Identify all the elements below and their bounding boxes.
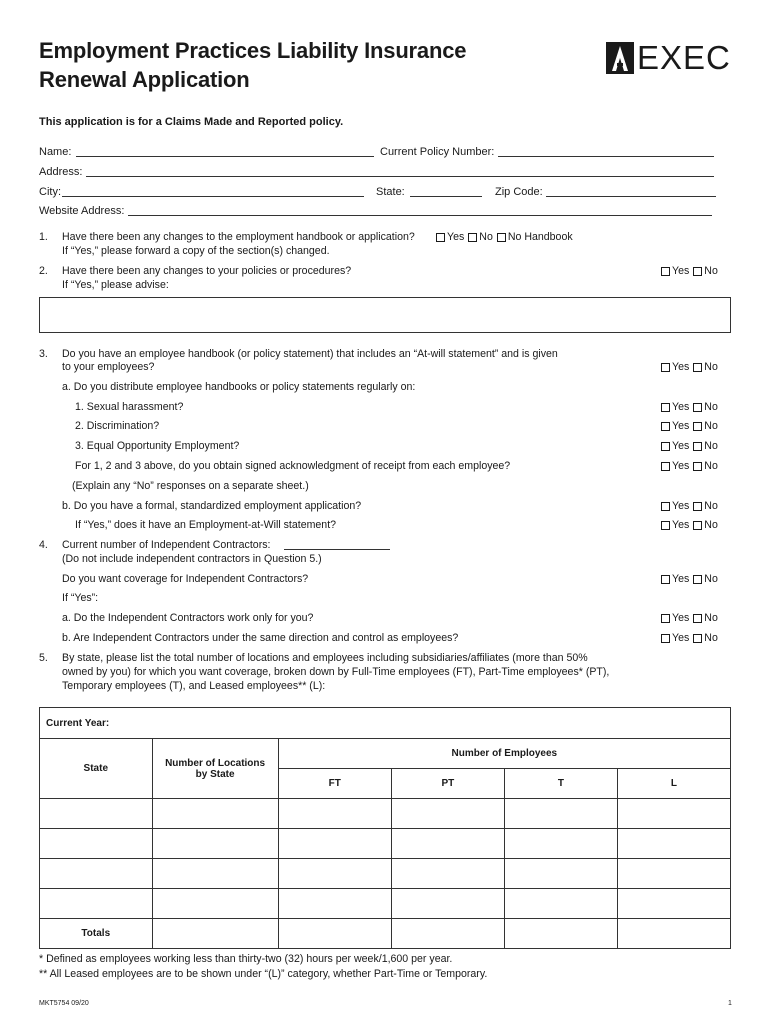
pt-cell[interactable] bbox=[391, 859, 504, 889]
q4a-no-checkbox[interactable] bbox=[693, 614, 702, 623]
no-label: No bbox=[704, 265, 718, 277]
t-cell[interactable] bbox=[504, 889, 617, 919]
q3a-explain-text: (Explain any “No” responses on a separate sheet.) bbox=[72, 480, 309, 492]
no-label: No bbox=[704, 500, 718, 512]
yes-label: Yes bbox=[672, 440, 690, 452]
locations-cell[interactable] bbox=[152, 889, 278, 919]
employees-header: Number of Employees bbox=[278, 739, 730, 769]
q2-yes-checkbox[interactable] bbox=[661, 267, 670, 276]
q4a-yes-checkbox[interactable] bbox=[661, 614, 670, 623]
yes-label: Yes bbox=[672, 420, 690, 432]
q1-yes-checkbox[interactable] bbox=[436, 233, 445, 242]
q3b-no-checkbox[interactable] bbox=[693, 502, 702, 511]
q4-sub: (Do not include independent contractors in Question 5.) bbox=[62, 553, 322, 565]
q1-sub: If “Yes,” please forward a copy of the section(s) changed. bbox=[62, 245, 330, 257]
q3a1-no-checkbox[interactable] bbox=[693, 403, 702, 412]
pt-cell[interactable] bbox=[391, 889, 504, 919]
address-label: Address: bbox=[39, 166, 83, 178]
q2-options bbox=[661, 264, 722, 278]
locations-cell[interactable] bbox=[152, 859, 278, 889]
q3b-sub-yes-checkbox[interactable] bbox=[661, 521, 670, 530]
q3a1-options bbox=[661, 400, 722, 414]
q3a2-options bbox=[661, 419, 722, 433]
t-cell[interactable] bbox=[504, 859, 617, 889]
q3a2-no-checkbox[interactable] bbox=[693, 422, 702, 431]
l-header: L bbox=[617, 769, 730, 799]
totals-ft-cell[interactable] bbox=[278, 919, 391, 949]
q3b-options bbox=[661, 499, 722, 513]
q1-options bbox=[436, 230, 577, 244]
q3a-ack-no-checkbox[interactable] bbox=[693, 462, 702, 471]
no-label: No bbox=[704, 519, 718, 531]
name-field[interactable] bbox=[76, 156, 374, 157]
logo-text: EXEC bbox=[637, 39, 731, 76]
title-line-1: Employment Practices Liability Insurance bbox=[39, 38, 467, 63]
l-cell[interactable] bbox=[617, 799, 730, 829]
q3a-ack-options bbox=[661, 459, 722, 473]
no-label: No bbox=[704, 632, 718, 644]
q4-coverage-yes-checkbox[interactable] bbox=[661, 575, 670, 584]
no-label: No bbox=[704, 361, 718, 373]
current-year-label: Current Year: bbox=[40, 708, 731, 739]
totals-l-cell[interactable] bbox=[617, 919, 730, 949]
footnote-1: * Defined as employees working less than thirty-two (32) hours per week/1,600 per year. bbox=[39, 953, 453, 965]
yes-label: Yes bbox=[672, 632, 690, 644]
zip-field[interactable] bbox=[546, 196, 716, 197]
yes-label: Yes bbox=[672, 265, 690, 277]
totals-row bbox=[40, 919, 731, 949]
no-label: No bbox=[704, 612, 718, 624]
q3-no-checkbox[interactable] bbox=[693, 363, 702, 372]
q3b-sub-options bbox=[661, 518, 722, 532]
locations-cell[interactable] bbox=[152, 799, 278, 829]
zip-label: Zip Code: bbox=[495, 186, 543, 198]
page-title bbox=[39, 36, 466, 94]
state-cell[interactable] bbox=[40, 859, 153, 889]
ft-header: FT bbox=[278, 769, 391, 799]
website-field[interactable] bbox=[128, 215, 712, 216]
q4b-yes-checkbox[interactable] bbox=[661, 634, 670, 643]
yes-label: Yes bbox=[672, 500, 690, 512]
q3a3-text: 3. Equal Opportunity Employment? bbox=[75, 440, 240, 452]
q3-text-1: Do you have an employee handbook (or policy statement) that includes an “At-will statement” and is given bbox=[62, 348, 558, 360]
no-handbook-label: No Handbook bbox=[507, 231, 573, 243]
no-label: No bbox=[704, 420, 718, 432]
no-label: No bbox=[479, 231, 493, 243]
q3a-ack-yes-checkbox[interactable] bbox=[661, 462, 670, 471]
l-cell[interactable] bbox=[617, 889, 730, 919]
q4b-text: b. Are Independent Contractors under the same direction and control as employees? bbox=[62, 632, 459, 644]
q3-text-2: to your employees? bbox=[62, 361, 155, 373]
yes-label: Yes bbox=[447, 231, 465, 243]
q3b-sub-no-checkbox[interactable] bbox=[693, 521, 702, 530]
intro-text: This application is for a Claims Made and Reported policy. bbox=[39, 116, 344, 128]
address-field[interactable] bbox=[86, 176, 714, 177]
q3a-text: a. Do you distribute employee handbooks or policy statements regularly on: bbox=[62, 381, 416, 393]
q1-number: 1. bbox=[39, 231, 48, 243]
website-label: Website Address: bbox=[39, 205, 125, 217]
q3-options bbox=[661, 360, 722, 374]
q3a-ack-text: For 1, 2 and 3 above, do you obtain signed acknowledgment of receipt from each employee? bbox=[75, 460, 511, 472]
q2-text: Have there been any changes to your policies or procedures? bbox=[62, 265, 352, 277]
totals-pt-cell[interactable] bbox=[391, 919, 504, 949]
city-label: City: bbox=[39, 186, 61, 198]
yes-label: Yes bbox=[672, 612, 690, 624]
q5-number: 5. bbox=[39, 652, 48, 664]
q4a-text: a. Do the Independent Contractors work only for you? bbox=[62, 612, 314, 624]
totals-label: Totals bbox=[40, 919, 153, 949]
pt-cell[interactable] bbox=[391, 829, 504, 859]
policy-number-field[interactable] bbox=[498, 156, 714, 157]
q4-number: 4. bbox=[39, 539, 48, 551]
pt-cell[interactable] bbox=[391, 799, 504, 829]
table-row bbox=[40, 889, 731, 919]
q4a-options bbox=[661, 611, 722, 625]
q4-coverage-text: Do you want coverage for Independent Contractors? bbox=[62, 573, 309, 585]
q5-text-2: owned by you) for which you want coverage, broken down by Full-Time employees (FT), Part-Time employees* (PT), bbox=[62, 666, 610, 678]
q2-explanation-box[interactable] bbox=[39, 297, 731, 333]
q3a3-options bbox=[661, 439, 722, 453]
pt-header: PT bbox=[391, 769, 504, 799]
locations-header: Number of Locations by State bbox=[152, 739, 278, 799]
employee-table bbox=[39, 707, 731, 949]
q3-yes-checkbox[interactable] bbox=[661, 363, 670, 372]
ft-cell[interactable] bbox=[278, 859, 391, 889]
q3a2-text: 2. Discrimination? bbox=[75, 420, 160, 432]
t-header: T bbox=[504, 769, 617, 799]
footnote-2: ** All Leased employees are to be shown under “(L)” category, whether Part-Time or Temporary. bbox=[39, 968, 488, 980]
q4b-no-checkbox[interactable] bbox=[693, 634, 702, 643]
l-cell[interactable] bbox=[617, 859, 730, 889]
q4-if-yes: If “Yes”: bbox=[62, 592, 99, 604]
ft-cell[interactable] bbox=[278, 829, 391, 859]
state-cell[interactable] bbox=[40, 829, 153, 859]
q4-coverage-no-checkbox[interactable] bbox=[693, 575, 702, 584]
q3b-yes-checkbox[interactable] bbox=[661, 502, 670, 511]
yes-label: Yes bbox=[672, 361, 690, 373]
no-label: No bbox=[704, 401, 718, 413]
q3a1-yes-checkbox[interactable] bbox=[661, 403, 670, 412]
yes-label: Yes bbox=[672, 460, 690, 472]
q4b-options bbox=[661, 631, 722, 645]
q3b-text: b. Do you have a formal, standardized employment application? bbox=[62, 500, 362, 512]
q2-sub: If “Yes,” please advise: bbox=[62, 279, 169, 291]
q2-no-checkbox[interactable] bbox=[693, 267, 702, 276]
no-label: No bbox=[704, 460, 718, 472]
table-row bbox=[40, 799, 731, 829]
q5-text-1: By state, please list the total number of locations and employees including subsidiaries/affiliates (more than 50% bbox=[62, 652, 588, 664]
state-label: State: bbox=[376, 186, 405, 198]
exec-logo bbox=[606, 39, 731, 76]
q3a3-yes-checkbox[interactable] bbox=[661, 442, 670, 451]
state-cell[interactable] bbox=[40, 799, 153, 829]
q4-contractors-field[interactable] bbox=[284, 549, 390, 550]
form-code: MKT5754 09/20 bbox=[39, 1000, 89, 1007]
exec-logo-mark-icon bbox=[606, 42, 634, 74]
table-row bbox=[40, 859, 731, 889]
state-cell[interactable] bbox=[40, 889, 153, 919]
q1-text: Have there been any changes to the employment handbook or application? bbox=[62, 231, 415, 243]
ft-cell[interactable] bbox=[278, 799, 391, 829]
locations-cell[interactable] bbox=[152, 829, 278, 859]
title-line-2: Renewal Application bbox=[39, 67, 250, 92]
no-label: No bbox=[704, 440, 718, 452]
q1-no-handbook-checkbox[interactable] bbox=[497, 233, 506, 242]
q3-number: 3. bbox=[39, 348, 48, 360]
q4-coverage-options bbox=[661, 572, 722, 586]
table-row bbox=[40, 829, 731, 859]
q3b-sub-text: If “Yes,” does it have an Employment-at-Will statement? bbox=[75, 519, 337, 531]
ft-cell[interactable] bbox=[278, 889, 391, 919]
no-label: No bbox=[704, 573, 718, 585]
state-field[interactable] bbox=[410, 196, 482, 197]
t-cell[interactable] bbox=[504, 799, 617, 829]
q5-text-3: Temporary employees (T), and Leased employees** (L): bbox=[62, 680, 326, 692]
q3a1-text: 1. Sexual harassment? bbox=[75, 401, 184, 413]
name-label: Name: bbox=[39, 146, 72, 158]
l-cell[interactable] bbox=[617, 829, 730, 859]
q1-no-checkbox[interactable] bbox=[468, 233, 477, 242]
totals-t-cell[interactable] bbox=[504, 919, 617, 949]
yes-label: Yes bbox=[672, 573, 690, 585]
totals-locations-cell[interactable] bbox=[152, 919, 278, 949]
city-field[interactable] bbox=[62, 196, 364, 197]
yes-label: Yes bbox=[672, 401, 690, 413]
q4-text: Current number of Independent Contractors: bbox=[62, 539, 271, 551]
state-header: State bbox=[40, 739, 153, 799]
q3a2-yes-checkbox[interactable] bbox=[661, 422, 670, 431]
q3a3-no-checkbox[interactable] bbox=[693, 442, 702, 451]
t-cell[interactable] bbox=[504, 829, 617, 859]
policy-number-label: Current Policy Number: bbox=[380, 146, 495, 158]
page-number: 1 bbox=[728, 1000, 732, 1007]
q2-number: 2. bbox=[39, 265, 48, 277]
yes-label: Yes bbox=[672, 519, 690, 531]
